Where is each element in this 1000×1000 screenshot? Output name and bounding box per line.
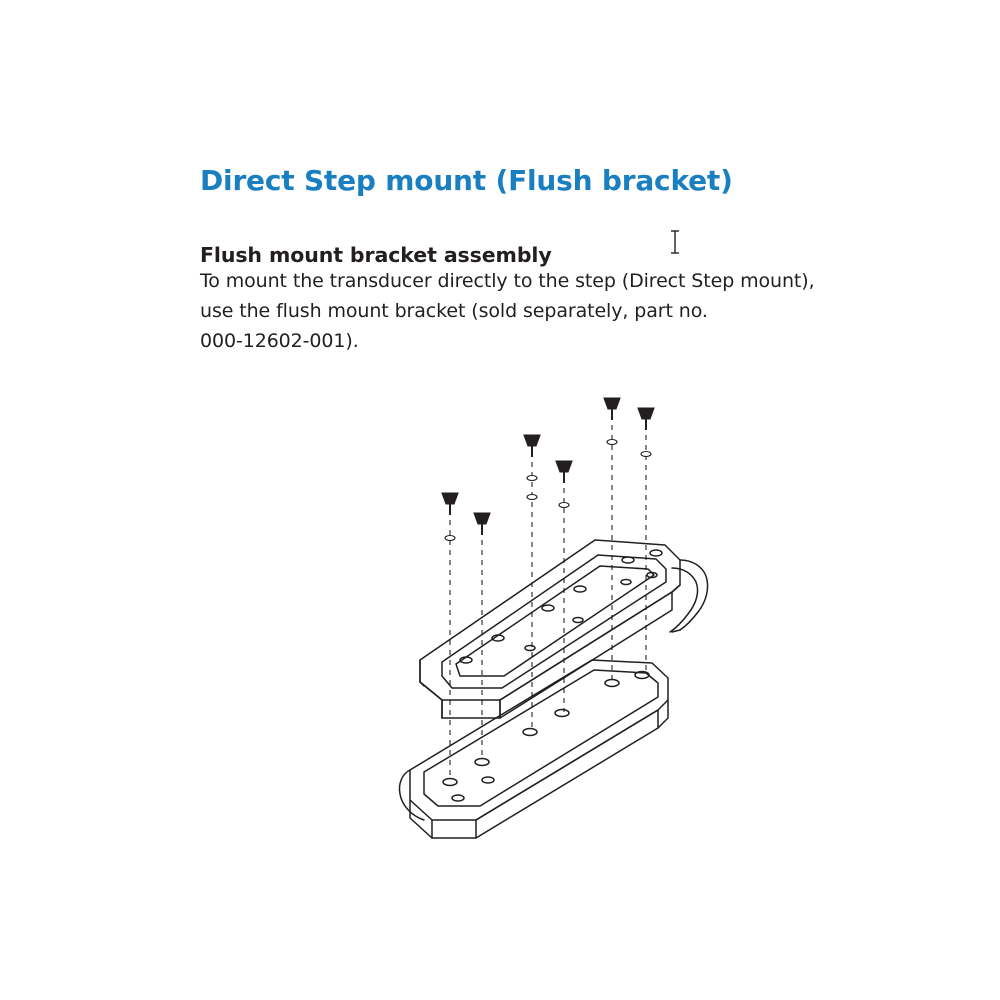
paragraph-line-3: 000-12602-001).: [200, 330, 359, 352]
paragraph-line-1: To mount the transducer directly to the step (Direct Step mount),: [200, 270, 815, 292]
text-cursor-icon: [668, 229, 682, 255]
flush-bracket-exploded-diagram: [380, 370, 760, 870]
paragraph-line-2: use the flush mount bracket (sold separately, part no.: [200, 300, 708, 322]
screw-6: [638, 408, 654, 674]
body-paragraph: [200, 266, 900, 356]
bracket-illustration: [380, 370, 760, 870]
section-subtitle: Flush mount bracket assembly: [200, 243, 552, 267]
page-title: Direct Step mount (Flush bracket): [200, 163, 733, 197]
